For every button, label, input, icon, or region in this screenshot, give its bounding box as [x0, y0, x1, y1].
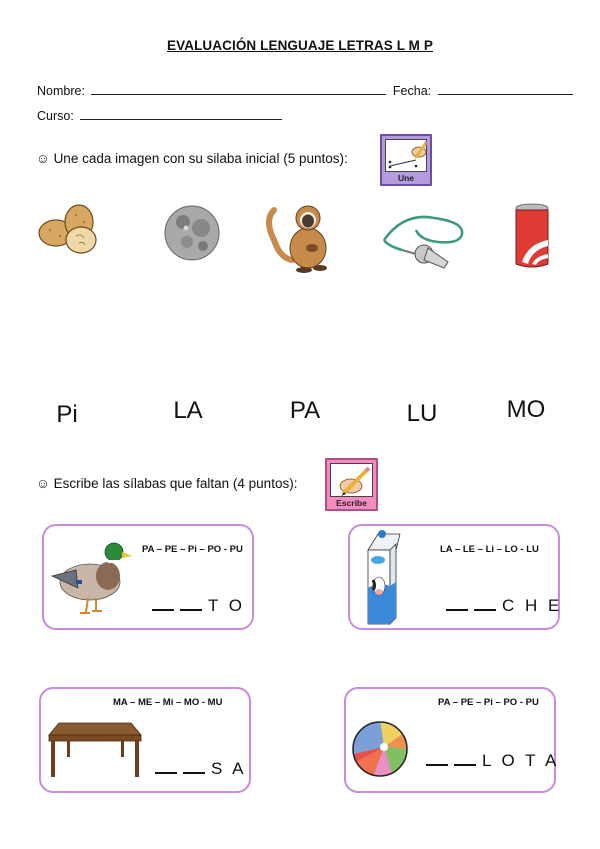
- syllable-options: MA – ME – Mi – MO - MU: [113, 697, 223, 708]
- fecha-label: Fecha:: [392, 84, 432, 98]
- fecha-field[interactable]: [438, 84, 573, 95]
- syllable-option[interactable]: Pi: [56, 401, 78, 428]
- escribe-badge-label: Escribe: [336, 498, 367, 508]
- syllable-option[interactable]: LA: [173, 397, 203, 424]
- syllable-option[interactable]: MO: [506, 396, 546, 423]
- curso-label: Curso:: [37, 109, 74, 123]
- syllable-option[interactable]: LU: [406, 400, 438, 427]
- nombre-label: Nombre:: [37, 84, 85, 98]
- word-suffix: C H E: [502, 596, 563, 615]
- soda-can-image[interactable]: [510, 202, 554, 270]
- writing-hand-icon: [330, 463, 373, 497]
- milk-carton-image: [364, 528, 404, 628]
- word-suffix: L O T A: [482, 751, 560, 770]
- whistle-image[interactable]: [378, 210, 470, 270]
- smiley-icon: ☺: [36, 476, 50, 491]
- answer-blank[interactable]: [446, 597, 468, 611]
- exercise-card: [348, 524, 563, 630]
- monkey-image[interactable]: [266, 200, 338, 274]
- moon-image[interactable]: [163, 204, 221, 262]
- answer-blank[interactable]: [454, 752, 476, 766]
- une-badge-label: Une: [397, 173, 415, 183]
- answer-blank[interactable]: [155, 760, 177, 774]
- connect-dots-icon: [385, 139, 427, 172]
- answer-row: [152, 596, 245, 616]
- section2-instruction: [36, 476, 297, 491]
- syllable-options: PA – PE – Pi – PO - PU: [438, 697, 539, 708]
- une-badge: [380, 134, 432, 186]
- answer-blank[interactable]: [474, 597, 496, 611]
- exercise-card: [344, 687, 560, 793]
- answer-row: [446, 596, 562, 616]
- word-suffix: S A: [211, 759, 247, 778]
- syllable-option[interactable]: PA: [289, 397, 321, 424]
- answer-blank[interactable]: [426, 752, 448, 766]
- escribe-badge: [325, 458, 378, 511]
- table-image: [45, 719, 145, 779]
- syllable-options: LA – LE – Li – LO - LU: [440, 544, 539, 555]
- duck-image: [48, 536, 134, 616]
- answer-blank[interactable]: [152, 597, 174, 611]
- section1-instruction-text: Une cada imagen con su silaba inicial (5 puntos):: [53, 151, 348, 166]
- section2-instruction-text: Escribe las sílabas que faltan (4 puntos):: [53, 476, 298, 491]
- exercise-card: [42, 524, 254, 630]
- nombre-fecha-row: [37, 84, 573, 98]
- exercise-card: [39, 687, 251, 793]
- potatoes-image[interactable]: [36, 200, 102, 256]
- nombre-field[interactable]: [91, 84, 386, 95]
- curso-field[interactable]: [80, 109, 282, 120]
- curso-row: [37, 109, 282, 123]
- beach-ball-image: [350, 719, 410, 779]
- answer-blank[interactable]: [183, 760, 205, 774]
- answer-row: [426, 751, 559, 771]
- page-title: EVALUACIÓN LENGUAJE LETRAS L M P: [167, 38, 433, 53]
- word-suffix: T O: [208, 596, 246, 615]
- answer-blank[interactable]: [180, 597, 202, 611]
- answer-row: [155, 759, 246, 779]
- syllable-options: PA – PE – Pi – PO - PU: [142, 544, 243, 555]
- section1-instruction: [36, 151, 348, 166]
- smiley-icon: ☺: [36, 151, 50, 166]
